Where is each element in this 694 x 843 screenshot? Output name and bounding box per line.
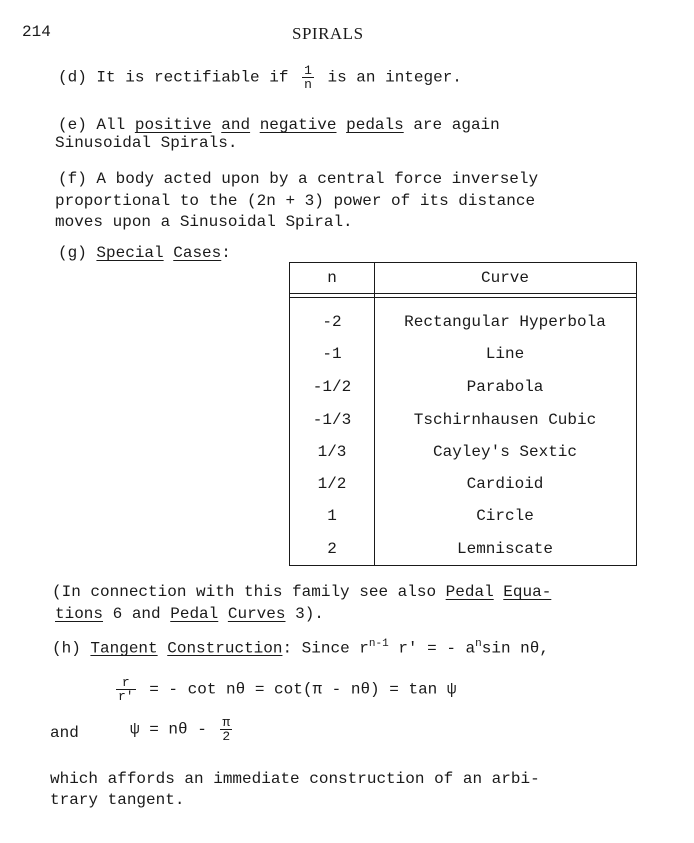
item-g-underlined-cases: Cases (173, 244, 222, 262)
item-e-line-1 (58, 116, 500, 134)
item-e-text-1: All (96, 116, 126, 134)
page-number: 214 (22, 23, 51, 41)
item-e-underlined-pedals: pedals (346, 116, 404, 134)
connection-note-underlined-tions: tions (55, 605, 104, 623)
closing-line-1: which affords an immediate construction of an arbi- (50, 770, 540, 788)
fraction-pi-over-2 (220, 716, 232, 743)
table-row (290, 372, 636, 404)
item-h-line-1 (52, 638, 549, 657)
equation-1 (112, 676, 456, 703)
item-e-underlined-negative: negative (259, 116, 337, 134)
item-g-colon: : (221, 244, 231, 262)
item-e-marker: (e) (58, 116, 87, 134)
item-h-text-1: : Since r (282, 639, 369, 658)
item-g (58, 244, 231, 262)
item-g-underlined-special: Special (96, 244, 164, 262)
table-cell-curve: Lemniscate (456, 540, 553, 558)
item-f-marker: (f) (58, 170, 87, 188)
table-row (290, 437, 636, 469)
table-header-rule-double (290, 297, 636, 298)
item-d-marker: (d) (58, 68, 87, 87)
table-row (290, 534, 636, 566)
table-row (290, 501, 636, 533)
connection-note-underlined-curves: Curves (227, 605, 286, 623)
equation-1-rest: = - cot nθ = cot(π - nθ) = tan ψ (149, 680, 457, 699)
table-cell-n: 1/3 (317, 443, 347, 461)
item-d (58, 64, 462, 91)
item-h-superscript-n-1: n-1 (368, 638, 389, 650)
item-h-text-2: r' = - a (398, 639, 476, 658)
table-header-rule (290, 293, 636, 294)
item-h-underlined-construction: Construction (167, 639, 283, 658)
table-cell-n: -2 (322, 313, 342, 331)
item-e-line-2: Sinusoidal Spirals. (55, 134, 238, 152)
fraction-denominator: r' (118, 689, 134, 704)
fraction-denominator: n (304, 77, 312, 92)
table-cell-curve: Circle (476, 507, 534, 525)
table-cell-curve: Line (485, 345, 525, 363)
table-cell-n: 1/2 (317, 475, 347, 493)
table-cell-n: 2 (327, 540, 337, 558)
table-header-curve: Curve (480, 269, 529, 287)
fraction-numerator: 1 (304, 63, 312, 78)
item-f-line-3: moves upon a Sinusoidal Spiral. (55, 213, 353, 231)
table-cell-curve: Cayley's Sextic (432, 443, 578, 461)
table-cell-n: -1 (322, 345, 342, 363)
and-label: and (50, 724, 79, 742)
connection-note-underlined-pedal: Pedal (445, 583, 494, 601)
connection-note-line-1 (52, 583, 551, 601)
item-h-text-3: sin nθ, (481, 639, 549, 658)
item-h-underlined-tangent: Tangent (90, 639, 158, 658)
table-cell-curve: Tschirnhausen Cubic (413, 411, 597, 429)
table-cell-n: 1 (327, 507, 337, 525)
connection-note-underlined-pedal-2: Pedal (170, 605, 219, 623)
item-e-underlined-and: and (221, 116, 251, 134)
item-e-text-2: are again (413, 116, 500, 134)
connection-note-underlined-equa: Equa- (503, 583, 552, 601)
special-cases-table (289, 262, 637, 566)
table-row (290, 339, 636, 371)
item-f-line-1 (58, 170, 538, 188)
table-row (290, 469, 636, 501)
table-row (290, 307, 636, 339)
table-cell-curve: Rectangular Hyperbola (404, 313, 606, 331)
table-cell-curve: Parabola (466, 378, 544, 396)
closing-line-2: trary tangent. (50, 791, 185, 809)
item-e-underlined-positive: positive (134, 116, 212, 134)
table-row (290, 405, 636, 437)
connection-note-text-2: 6 and (112, 605, 161, 623)
equation-2 (130, 716, 236, 743)
equation-2-left: ψ = nθ - (130, 720, 207, 739)
item-f-line-2: proportional to the (2n + 3) power of its distance (55, 192, 536, 210)
item-h-superscript-n: n (475, 638, 482, 650)
table-cell-n: -1/3 (312, 411, 352, 429)
fraction-numerator: r (116, 676, 136, 690)
connection-note-line-2 (55, 605, 324, 623)
table-cell-n: -1/2 (312, 378, 352, 396)
fraction-numerator: π (222, 715, 231, 730)
connection-note-text-1: (In connection with this family see also (52, 583, 437, 601)
item-f-text-1: A body acted upon by a central force inversely (96, 170, 539, 188)
fraction-denominator: 2 (222, 729, 231, 744)
item-g-marker: (g) (58, 244, 87, 262)
item-d-text-before: It is rectifiable if (96, 68, 289, 87)
connection-note-text-3: 3). (295, 605, 324, 623)
item-d-text-after: is an integer. (327, 68, 462, 87)
table-header-n: n (327, 269, 337, 287)
page-title: SPIRALS (292, 24, 364, 43)
item-h-marker: (h) (52, 639, 81, 658)
fraction-1-over-n (302, 64, 314, 91)
fraction-r-over-rprime (116, 676, 136, 703)
table-cell-curve: Cardioid (466, 475, 544, 493)
